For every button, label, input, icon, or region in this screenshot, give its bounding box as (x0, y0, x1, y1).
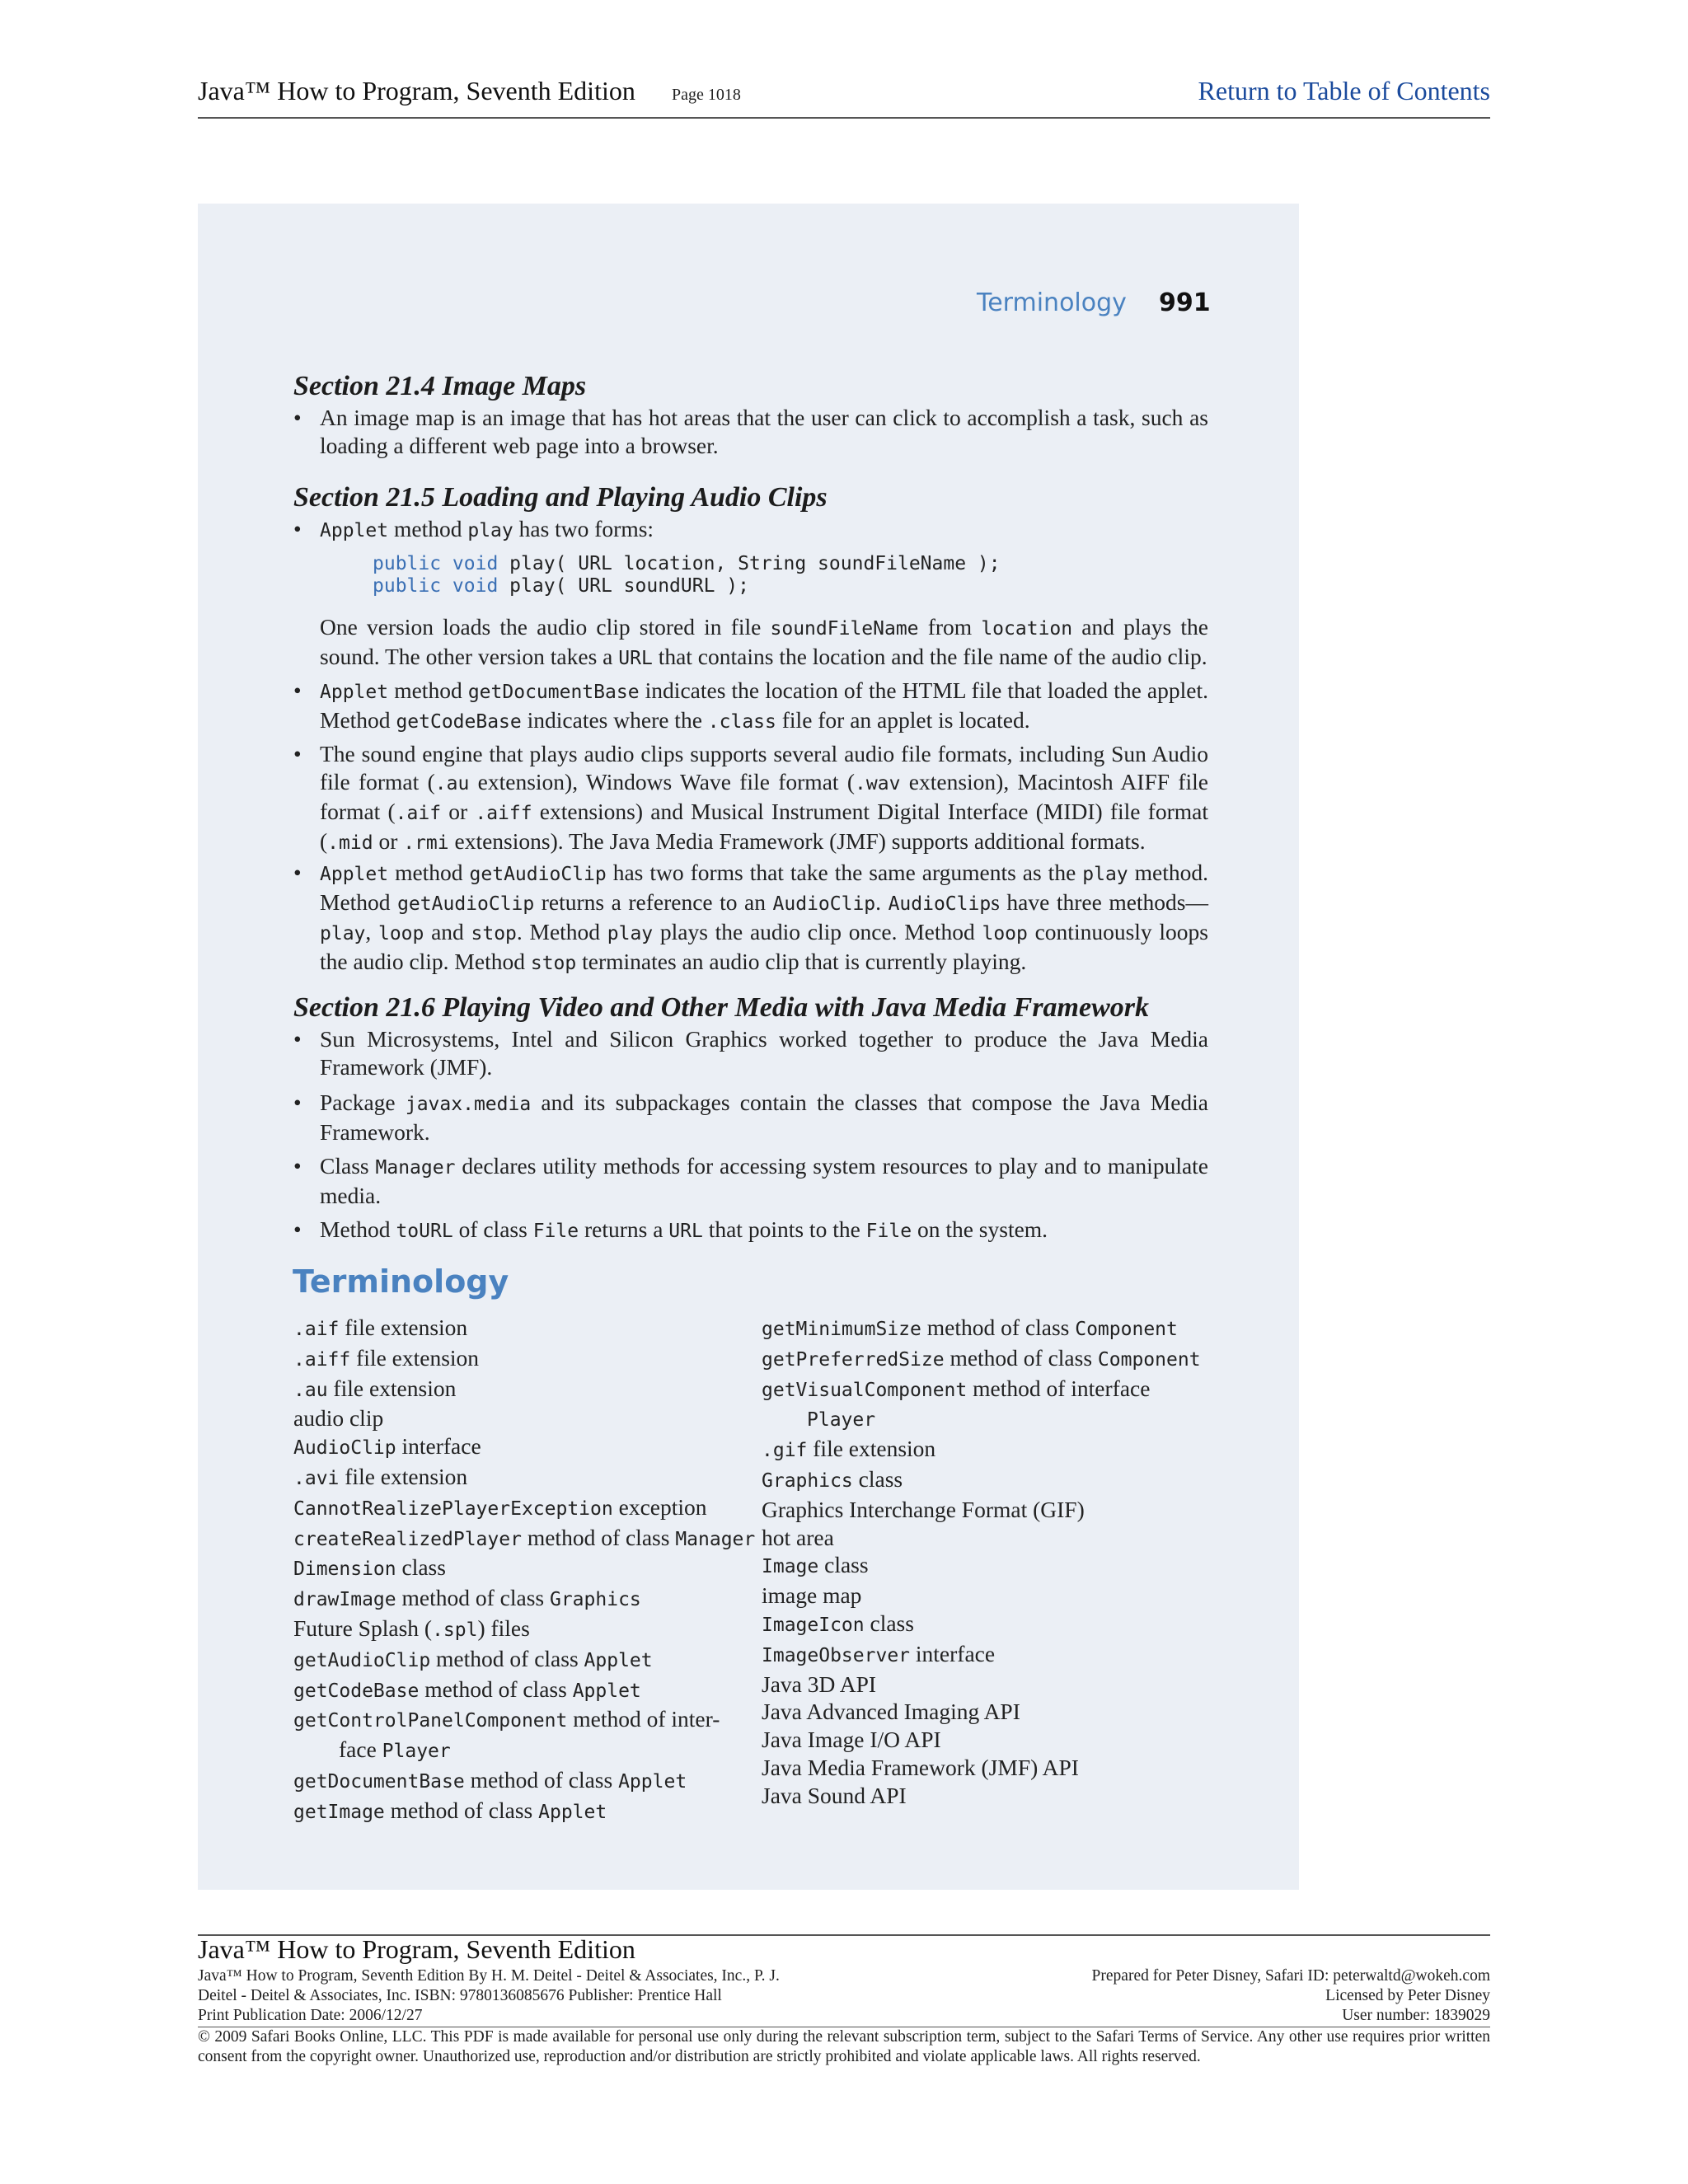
code-term: Applet (572, 1680, 641, 1702)
text-run: method of class (384, 1797, 539, 1823)
term-entry (762, 1582, 1201, 1610)
return-to-toc-link[interactable]: Return to Table of Contents (1198, 76, 1490, 105)
code-term: ImageObserver (762, 1644, 911, 1666)
text-run: audio clip (293, 1405, 384, 1432)
bullet-text (320, 1025, 1208, 1081)
text-run: Java Image I/O API (762, 1727, 941, 1753)
text-run: Future Splash ( (293, 1615, 433, 1641)
text-run: extension), Windows Wave file format ( (469, 769, 856, 794)
running-head: Terminology (977, 288, 1127, 317)
code-term: getCodeBase (293, 1680, 420, 1702)
text-run: Package (320, 1090, 406, 1115)
term-entry (762, 1404, 1201, 1435)
page-number: Page 1018 (672, 86, 741, 104)
code-term: stop (471, 923, 517, 944)
text-run: interface (396, 1433, 481, 1460)
term-entry (293, 1645, 755, 1675)
text-run: continuously loops the audio clip. Method (320, 919, 1208, 974)
code-term: .spl (432, 1619, 478, 1641)
term-entry (293, 1314, 755, 1344)
code-term: .mid (327, 832, 373, 854)
text-run: The sound engine that plays audio clips supports several audio file formats, including Sun Audio file format ( (320, 741, 1208, 794)
term-entry (293, 1432, 755, 1463)
term-entry (293, 1493, 755, 1524)
code-line (373, 575, 749, 598)
term-entry (293, 1463, 755, 1493)
code-term: getControlPanelComponent (293, 1710, 568, 1732)
text-run: method (388, 516, 468, 541)
code-term: URL (618, 648, 653, 669)
term-entry (762, 1435, 1201, 1465)
text-run: method of class (521, 1524, 676, 1550)
text-run: extension), Macintosh AIFF file format ( (320, 769, 1209, 824)
text-run: or (373, 828, 404, 854)
bullet-item (293, 1216, 1208, 1245)
code-term: Manager (675, 1528, 756, 1550)
code-term: getAudioClip (293, 1649, 431, 1671)
text-run: method of inter- (567, 1706, 720, 1732)
term-entry (293, 1404, 755, 1432)
code-term: .rmi (403, 832, 449, 854)
code-term: createRealizedPlayer (293, 1528, 522, 1550)
bullet-dot: • (293, 677, 302, 703)
code-term: Dimension (293, 1558, 396, 1581)
folio: 991 (1159, 288, 1211, 317)
bullet-item (293, 1089, 1208, 1146)
text-run: method of class (430, 1645, 584, 1671)
bullet-item (293, 404, 1208, 460)
code-term: play (320, 923, 366, 944)
term-entry (293, 1584, 755, 1615)
code-term: javax.media (405, 1094, 532, 1115)
term-entry (293, 1615, 755, 1645)
section-heading: Section 21.5 Loading and Playing Audio Clips (293, 482, 828, 513)
code-term: getVisualComponent (762, 1379, 968, 1401)
code-term: Component (1097, 1348, 1201, 1371)
text-run: exception (612, 1493, 707, 1520)
code-term: getCodeBase (396, 711, 522, 733)
text-run: or (441, 799, 476, 824)
code-term: Applet (320, 864, 389, 885)
term-entry (762, 1698, 1201, 1726)
bullet-item (293, 677, 1208, 736)
code-term: Component (1075, 1319, 1178, 1340)
code-term: getDocumentBase (293, 1770, 465, 1793)
text-run: method of class (944, 1344, 1098, 1371)
bullet-item (293, 740, 1208, 857)
code-term: Graphics (549, 1589, 641, 1611)
text-run: method. Method (320, 860, 1208, 915)
footer-publication-date: Print Publication Date: 2006/12/27 (198, 2007, 423, 2024)
term-entry (762, 1551, 1201, 1582)
text-run: ) files (477, 1615, 530, 1641)
code-term: .au (434, 773, 470, 794)
text-run: declares utility methods for accessing system resources to play and to manipulate media. (320, 1153, 1209, 1208)
code-term: Player (807, 1409, 876, 1432)
bullet-text (320, 613, 1208, 673)
code-term: toURL (396, 1221, 453, 1242)
text-run: indicates where the (521, 707, 708, 733)
code-term: AudioClip (888, 893, 992, 915)
code-term: File (865, 1221, 912, 1242)
text-run: image map (762, 1582, 862, 1609)
code-term: Applet (618, 1770, 687, 1793)
text-run: method of interface (967, 1375, 1151, 1401)
term-entry (762, 1754, 1201, 1782)
text-run: has two forms: (513, 516, 654, 541)
text-run: and its subpackages contain the classes that compose the Java Media Framework. (320, 1090, 1208, 1145)
code-term: URL (668, 1221, 703, 1242)
code-term: Applet (320, 520, 389, 541)
text-run: hot area (762, 1524, 834, 1550)
code-term: stop (530, 953, 577, 974)
text-run: . (875, 889, 889, 915)
code-term: Applet (320, 682, 389, 703)
text-run: that points to the (702, 1216, 866, 1242)
term-entry (762, 1671, 1201, 1699)
code-term: AudioClip (293, 1437, 396, 1460)
bullet-dot: • (293, 860, 302, 885)
text-run: method (388, 860, 470, 885)
bullet-text (320, 515, 1208, 545)
text-run: Method (320, 1216, 396, 1242)
text-run: class (818, 1552, 869, 1578)
term-entry (762, 1314, 1201, 1344)
term-entry (762, 1782, 1201, 1810)
code-term: play (607, 923, 654, 944)
code-term: .avi (293, 1467, 340, 1489)
terminology-heading: Terminology (293, 1263, 509, 1300)
text-run: and plays the sound. The other version takes a (320, 614, 1208, 669)
code-term: ImageIcon (762, 1614, 865, 1636)
text-run: . Method (516, 919, 607, 944)
book-page (198, 204, 1299, 1890)
text-run: Class (320, 1153, 376, 1179)
code-term: location (981, 618, 1073, 640)
text-run: Java Sound API (762, 1782, 907, 1808)
bullet-dot: • (293, 516, 302, 541)
code-term: .aiff (293, 1348, 351, 1371)
bullet-text (320, 677, 1208, 736)
text-run: Graphics Interchange Format (GIF) (762, 1496, 1085, 1522)
code-term: File (532, 1221, 579, 1242)
text-run: indicates the location of the HTML file that loaded the applet. Method (320, 677, 1208, 733)
copyright-notice: © 2009 Safari Books Online, LLC. This PDF is made available for personal use only during the relevant subscription term, subject to the Safari Terms of Service. Any other use requires prior written consent from the copyright owner. Unauthorized use, reproduction and/or distribution are strictly prohibited and violate applicable laws. All rights reserved. (198, 2028, 1490, 2065)
code-term: getAudioClip (469, 864, 607, 885)
text-run: , (365, 919, 378, 944)
text-run: Java Advanced Imaging API (762, 1699, 1020, 1725)
term-entry (762, 1465, 1201, 1496)
code-line (373, 553, 1001, 575)
footer-book-info: Java™ How to Program, Seventh Edition By H. M. Deitel - Deitel & Associates, Inc., P. J. (198, 1967, 780, 1985)
text-run: An image map is an image that has hot areas that the user can click to accomplish a task, such as loading a different web page into a browser. (320, 405, 1208, 458)
text-run: extensions) and Musical Instrument Digital Interface (MIDI) file format ( (320, 799, 1208, 854)
code-term: loop (982, 923, 1028, 944)
bullet-text (320, 1216, 1208, 1245)
term-entry (762, 1640, 1201, 1671)
term-entry (293, 1766, 755, 1797)
bullet-dot: • (293, 1216, 302, 1242)
terms-left-column (293, 1314, 755, 1827)
code-term: getAudioClip (397, 893, 535, 915)
bullet-dot: • (293, 741, 302, 766)
text-run: method (388, 677, 468, 703)
code-term: Manager (375, 1157, 456, 1179)
term-entry (762, 1726, 1201, 1754)
code-term: Image (762, 1556, 819, 1578)
bullet-item (293, 515, 1208, 545)
code-term: Graphics (762, 1469, 853, 1492)
text-run: file for an applet is located. (776, 707, 1030, 733)
text-run: plays the audio clip once. Method (653, 919, 982, 944)
term-entry (762, 1496, 1201, 1524)
code-term: getPreferredSize (762, 1348, 945, 1371)
code-term: play (467, 520, 513, 541)
text-run: class (852, 1465, 903, 1492)
term-entry (293, 1675, 755, 1706)
code-term: Player (382, 1741, 451, 1763)
text-run: file extension (339, 1315, 468, 1340)
term-entry (293, 1375, 755, 1405)
bullet-dot: • (293, 405, 302, 430)
bullet-item (293, 859, 1208, 977)
code-term: Applet (584, 1649, 653, 1671)
text-run: file extension (339, 1463, 468, 1489)
text-run: from (918, 614, 982, 640)
term-entry (293, 1736, 755, 1766)
term-entry (762, 1610, 1201, 1640)
text-run: file extension (327, 1375, 457, 1401)
footer-license: Licensed by Peter Disney (1325, 1987, 1490, 2004)
bullet-item (293, 1025, 1208, 1081)
section-heading: Section 21.6 Playing Video and Other Media with Java Media Framework (293, 992, 1149, 1023)
term-entry (293, 1705, 755, 1736)
bullet-dot: • (293, 1153, 302, 1179)
code-text: play( URL soundURL ); (498, 575, 749, 597)
text-run: class (864, 1610, 914, 1636)
text-run: class (396, 1554, 446, 1581)
bullet-text (320, 404, 1208, 460)
footer-title: Java™ How to Program, Seventh Edition (198, 1934, 635, 1964)
bullet-text (320, 859, 1208, 977)
term-entry (762, 1524, 1201, 1552)
text-run: on the system. (912, 1216, 1048, 1242)
bullet-item (293, 1152, 1208, 1210)
term-entry (293, 1797, 755, 1827)
bullet-text (320, 740, 1208, 857)
code-term: .gif (762, 1440, 808, 1462)
text-run: method of class (396, 1585, 550, 1611)
code-term: .class (707, 711, 776, 733)
text-run: method of class (921, 1315, 1076, 1340)
code-term: .au (293, 1379, 328, 1401)
code-keyword: public void (373, 553, 499, 574)
footer-prepared-for: Prepared for Peter Disney, Safari ID: peterwaltd@wokeh.com (1091, 1967, 1490, 1985)
text-run: file extension (807, 1436, 936, 1462)
footer-user-number: User number: 1839029 (1342, 2007, 1490, 2024)
code-term: CannotRealizePlayerException (293, 1497, 613, 1520)
text-run: Sun Microsystems, Intel and Silicon Graphics worked together to produce the Java Media Framework (JMF). (320, 1026, 1208, 1080)
text-run: returns a reference to an (534, 889, 773, 915)
code-term: getDocumentBase (467, 682, 640, 703)
text-run: interface (910, 1640, 996, 1666)
code-term: .aif (395, 803, 442, 824)
code-term: .aif (293, 1319, 340, 1340)
text-run: extensions). The Java Media Framework (JMF) supports additional formats. (448, 828, 1146, 854)
term-entry (762, 1344, 1201, 1375)
bullet-dot: • (293, 1026, 302, 1052)
text-run: Java 3D API (762, 1671, 877, 1697)
code-term: drawImage (293, 1589, 396, 1611)
code-term: .wav (855, 773, 901, 794)
code-term: .aiff (475, 803, 532, 824)
code-keyword: public void (373, 575, 499, 597)
text-run: method of class (464, 1766, 619, 1793)
term-entry (293, 1554, 755, 1584)
term-entry (762, 1375, 1201, 1405)
text-run: file extension (350, 1344, 480, 1371)
text-run: terminates an audio clip that is currently playing. (576, 949, 1027, 974)
text-run: face (339, 1736, 382, 1763)
term-entry (293, 1344, 755, 1375)
section-heading: Section 21.4 Image Maps (293, 371, 587, 401)
terms-right-column (762, 1314, 1201, 1810)
term-entry (293, 1524, 755, 1554)
code-term: getImage (293, 1801, 385, 1823)
bullet-text (320, 1152, 1208, 1210)
code-term: getMinimumSize (762, 1319, 921, 1340)
text-run: has two forms that take the same arguments as the (606, 860, 1083, 885)
text-run: s have three methods— (991, 889, 1209, 915)
text-run: and (424, 919, 471, 944)
code-term: soundFileName (770, 618, 919, 640)
text-run: returns a (579, 1216, 669, 1242)
code-term: play (1082, 864, 1128, 885)
text-run: method of class (419, 1675, 573, 1702)
text-run: that contains the location and the file name of the audio clip. (652, 644, 1207, 669)
text-run: of class (452, 1216, 533, 1242)
footer-book-info: Deitel - Deitel & Associates, Inc. ISBN: 9780136085676 Publisher: Prentice Hall (198, 1987, 722, 2004)
book-title: Java™ How to Program, Seventh Edition (198, 76, 635, 105)
text-run: One version loads the audio clip stored in file (320, 614, 771, 640)
bullet-text (320, 1089, 1208, 1146)
code-text: play( URL location, String soundFileName ); (498, 553, 1001, 574)
bullet-dot: • (293, 1090, 302, 1115)
bullet-continuation (293, 613, 1208, 673)
text-run: Java Media Framework (JMF) API (762, 1754, 1079, 1780)
code-term: Applet (538, 1801, 607, 1823)
page-header (198, 76, 1490, 119)
code-term: loop (377, 923, 424, 944)
code-term: AudioClip (772, 893, 876, 915)
